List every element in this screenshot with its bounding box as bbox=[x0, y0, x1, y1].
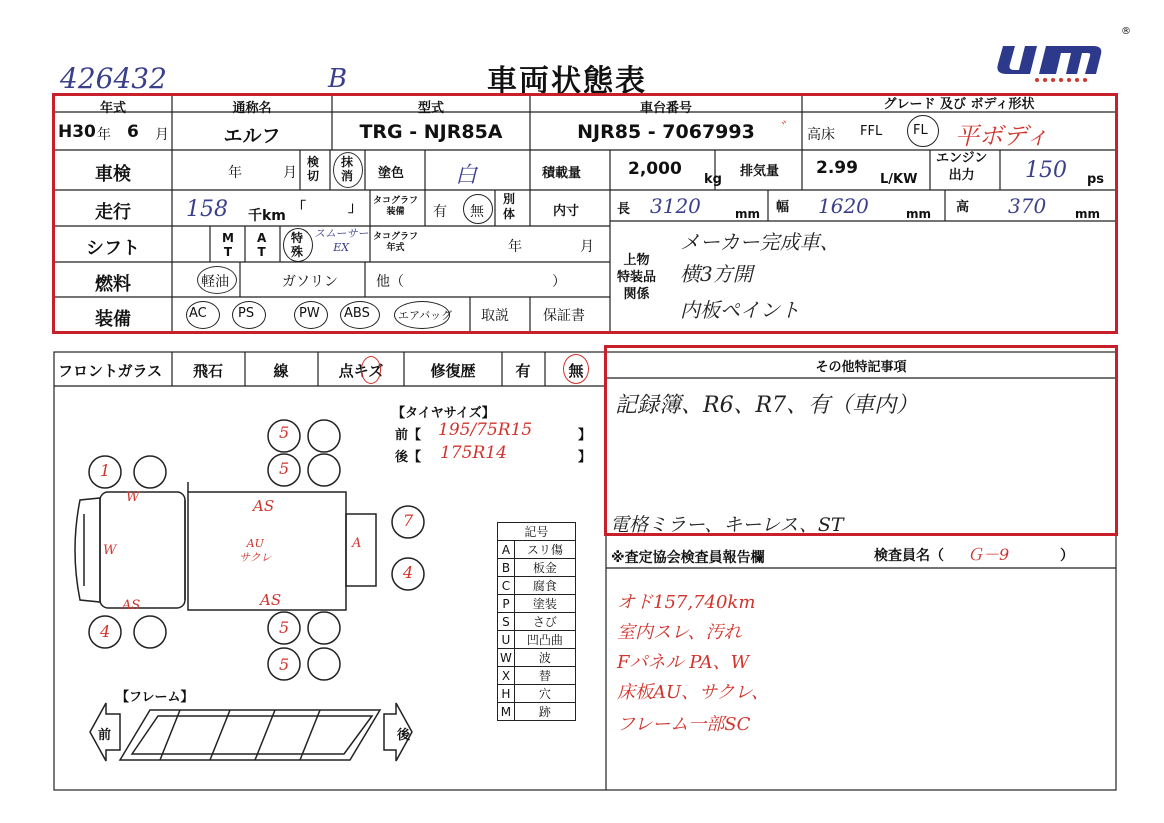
windshield-line: 線 bbox=[273, 362, 289, 380]
damage-mark-cab-top: W bbox=[126, 490, 140, 505]
inspector-line-4: 床板AU、サクレ、 bbox=[617, 682, 770, 703]
frame-label: 【フレーム】 bbox=[116, 690, 194, 705]
special-notes-title: その他特記事項 bbox=[815, 360, 907, 375]
legend-title: 記号 bbox=[498, 523, 576, 541]
damage-mark-rear-gate: A bbox=[352, 536, 362, 551]
frame-rear-arrow: 後 bbox=[397, 728, 411, 743]
legend-code: X bbox=[498, 667, 515, 685]
chassis-number: NJR85 - 7067993 bbox=[577, 121, 755, 143]
inspector-line-2: 室内スレ、汚れ bbox=[617, 622, 742, 643]
displacement-value: 2.99 bbox=[816, 158, 858, 178]
displacement-label: 排気量 bbox=[740, 164, 780, 179]
displacement-unit: L/KW bbox=[880, 172, 918, 187]
registered-mark: ® bbox=[1121, 26, 1131, 37]
damage-mark-cab-front: W bbox=[103, 543, 117, 558]
equip-ac: AC bbox=[189, 306, 207, 321]
tire-num-spare-bottom: 4 bbox=[403, 563, 414, 582]
legend-code: B bbox=[498, 559, 515, 577]
legend-meaning: 穴 bbox=[514, 685, 575, 703]
legend-meaning: 凹凸曲 bbox=[514, 631, 575, 649]
mileage-unit: 千km bbox=[248, 208, 286, 224]
equip-airbag: エアバッグ bbox=[398, 309, 453, 322]
legend-meaning: 跡 bbox=[514, 703, 575, 721]
tire-num-rear-bottom-inner: 5 bbox=[279, 618, 290, 637]
tire-num-rear-top-outer: 5 bbox=[279, 423, 290, 442]
chassis-mark: ゛ bbox=[778, 119, 795, 138]
body-shape: 平ボディ bbox=[955, 122, 1050, 150]
grade-label: 高床 bbox=[807, 127, 835, 143]
legend-code: C bbox=[498, 577, 515, 595]
equip-manual: 取説 bbox=[481, 308, 509, 324]
label-grade: グレード 及び ボディ形状 bbox=[883, 97, 1035, 112]
legend-meaning: 替 bbox=[514, 667, 575, 685]
tire-front-value: 195/75R15 bbox=[438, 420, 533, 440]
grade-fl: FL bbox=[913, 123, 928, 138]
page-title: 車両状態表 bbox=[487, 64, 647, 99]
repair-history-yes: 有 bbox=[515, 362, 531, 380]
length-label: 長 bbox=[617, 202, 631, 217]
frame-front-arrow: 前 bbox=[98, 728, 112, 743]
label-nenshiki: 年式 bbox=[99, 101, 127, 116]
inspector-line-5: フレーム一部SC bbox=[617, 714, 751, 735]
legend-code: U bbox=[498, 631, 515, 649]
upper-line-3: 内板ペイント bbox=[680, 298, 800, 322]
shaken-tsuki: 月 bbox=[283, 165, 297, 181]
legend-meaning: 塗装 bbox=[514, 595, 575, 613]
model-code: TRG - NJR85A bbox=[359, 121, 503, 143]
equip-ps: PS bbox=[238, 306, 255, 321]
engine-unit: ps bbox=[1087, 172, 1105, 187]
capacity-unit: kg bbox=[704, 172, 722, 187]
tacho-nashi: 無 bbox=[470, 204, 484, 220]
mileage-label: 走行 bbox=[95, 202, 131, 223]
tacho-year-tsuki: 月 bbox=[580, 239, 594, 255]
repair-history-no-circle bbox=[563, 354, 589, 384]
damage-mark-bed-floor: AU サクレ bbox=[239, 537, 272, 564]
height-value: 370 bbox=[1008, 194, 1047, 218]
year-suffix: 年 bbox=[97, 127, 111, 143]
paint-value: 白 bbox=[455, 163, 478, 188]
special-notes-line-1: 記録簿、R6、R7、有（車内） bbox=[615, 393, 919, 418]
special-notes-line-2: 電格ミラー、キーレス、ST bbox=[610, 514, 844, 536]
width-label: 幅 bbox=[776, 200, 790, 215]
upper-line-1: メーカー完成車、 bbox=[680, 230, 840, 254]
label-katashiki: 型式 bbox=[417, 101, 445, 116]
label-shadai: 車台番号 bbox=[639, 101, 693, 116]
tire-num-front-right: 4 bbox=[100, 622, 111, 641]
shift-label: シフト bbox=[86, 238, 140, 259]
fuel-label: 燃料 bbox=[95, 274, 131, 295]
upper-line-2: 横3方開 bbox=[680, 262, 753, 286]
mileage-brackets: 「 」 bbox=[292, 200, 362, 216]
legend-meaning: スリ傷 bbox=[514, 541, 575, 559]
inspector-line-3: Fパネル PA、W bbox=[617, 652, 750, 673]
tacho-year-label: タコグラフ 年式 bbox=[373, 232, 419, 253]
legend-meaning: 腐食 bbox=[514, 577, 575, 595]
legend-code: S bbox=[498, 613, 515, 631]
width-value: 1620 bbox=[818, 194, 869, 218]
legend-code: A bbox=[498, 541, 515, 559]
engine-value: 150 bbox=[1025, 158, 1067, 183]
tire-num-spare-top: 7 bbox=[403, 511, 414, 530]
tire-rear-value: 175R14 bbox=[440, 443, 507, 463]
truck-diagram bbox=[60, 410, 440, 780]
capacity-label: 積載量 bbox=[542, 166, 582, 181]
equip-warranty: 保証書 bbox=[543, 308, 585, 324]
inspector-title: ※査定協会検査員報告欄 bbox=[611, 550, 765, 566]
tire-num-rear-top-inner: 5 bbox=[279, 459, 290, 478]
length-value: 3120 bbox=[650, 194, 701, 218]
shaken-kensetsu: 検 切 bbox=[307, 155, 320, 183]
width-unit: mm bbox=[906, 207, 932, 221]
fuel-gasoline: ガソリン bbox=[282, 274, 338, 290]
shaken-label: 車検 bbox=[95, 164, 131, 185]
inner-label: 内寸 bbox=[553, 204, 580, 219]
tacho-betsutai: 別 体 bbox=[503, 192, 516, 221]
tire-front-close: 】 bbox=[578, 428, 592, 443]
shift-special-note: スムーサー EX bbox=[314, 227, 369, 254]
tire-num-front-left: 1 bbox=[100, 461, 111, 480]
equip-abs: ABS bbox=[344, 306, 370, 321]
tire-num-rear-bottom-outer: 5 bbox=[279, 655, 290, 674]
label-tsusho: 通称名 bbox=[232, 101, 272, 116]
shift-special: 特 殊 bbox=[291, 231, 304, 259]
length-unit: mm bbox=[735, 207, 761, 221]
month-suffix: 月 bbox=[155, 127, 169, 143]
damage-mark-bed-bottom: AS bbox=[260, 591, 282, 609]
shaken-nen: 年 bbox=[228, 165, 242, 181]
damage-legend bbox=[497, 522, 576, 721]
handwritten-id: 426432 bbox=[60, 62, 167, 95]
tire-front-label: 前【 bbox=[395, 428, 422, 443]
inspector-name-value: Ｇ－9 bbox=[967, 545, 1010, 564]
month-value: 6 bbox=[127, 122, 139, 142]
vehicle-name: エルフ bbox=[223, 125, 281, 147]
fuel-diesel: 軽油 bbox=[201, 274, 229, 290]
fuel-other-close: ） bbox=[552, 274, 566, 290]
inspector-name-label: 検査員名（ bbox=[874, 548, 944, 564]
equipment-label: 装備 bbox=[95, 309, 131, 330]
windshield-label: フロントガラス bbox=[58, 362, 163, 380]
height-unit: mm bbox=[1075, 207, 1101, 221]
repair-history-label: 修復歴 bbox=[430, 362, 476, 380]
legend-meaning: 波 bbox=[514, 649, 575, 667]
fuel-other: 他（ bbox=[376, 274, 404, 290]
repair-history-no: 無 bbox=[568, 362, 584, 380]
shift-mt: M T bbox=[222, 231, 234, 259]
tacho-ari: 有 bbox=[433, 204, 447, 220]
tacho-year-nen: 年 bbox=[508, 239, 522, 255]
inspector-line-1: オド157,740km bbox=[617, 592, 756, 613]
tacho-label: タコグラフ 装備 bbox=[373, 196, 419, 217]
damage-mark-cab-bottom: AS bbox=[122, 598, 141, 613]
damage-mark-bed-top: AS bbox=[253, 497, 275, 515]
year-era: H30 bbox=[58, 122, 96, 142]
tire-heading: 【タイヤサイズ】 bbox=[392, 406, 495, 421]
handwritten-mark: B bbox=[328, 64, 348, 94]
height-label: 高 bbox=[956, 200, 970, 215]
upper-label: 上物 特装品 関係 bbox=[617, 253, 657, 302]
shaken-masshou: 抹 消 bbox=[341, 155, 354, 183]
capacity-value: 2,000 bbox=[628, 159, 682, 179]
legend-code: P bbox=[498, 595, 515, 613]
tire-rear-label: 後【 bbox=[395, 450, 422, 465]
shift-at: A T bbox=[257, 231, 267, 259]
legend-code: M bbox=[498, 703, 515, 721]
windshield-spot: 点キズ bbox=[338, 362, 384, 380]
mileage-value: 158 bbox=[186, 197, 228, 222]
equip-pw: PW bbox=[299, 306, 320, 321]
legend-code: H bbox=[498, 685, 515, 703]
windshield-chip: 飛石 bbox=[192, 362, 224, 380]
tire-rear-close: 】 bbox=[578, 450, 592, 465]
inspector-name-close: ） bbox=[1060, 548, 1074, 564]
paint-label: 塗色 bbox=[378, 166, 405, 181]
grade-ffl: FFL bbox=[860, 124, 883, 139]
windshield-spot-circle bbox=[361, 356, 381, 384]
legend-meaning: さび bbox=[514, 613, 575, 631]
legend-meaning: 板金 bbox=[514, 559, 575, 577]
legend-code: W bbox=[498, 649, 515, 667]
engine-label: エンジン 出力 bbox=[936, 151, 988, 183]
